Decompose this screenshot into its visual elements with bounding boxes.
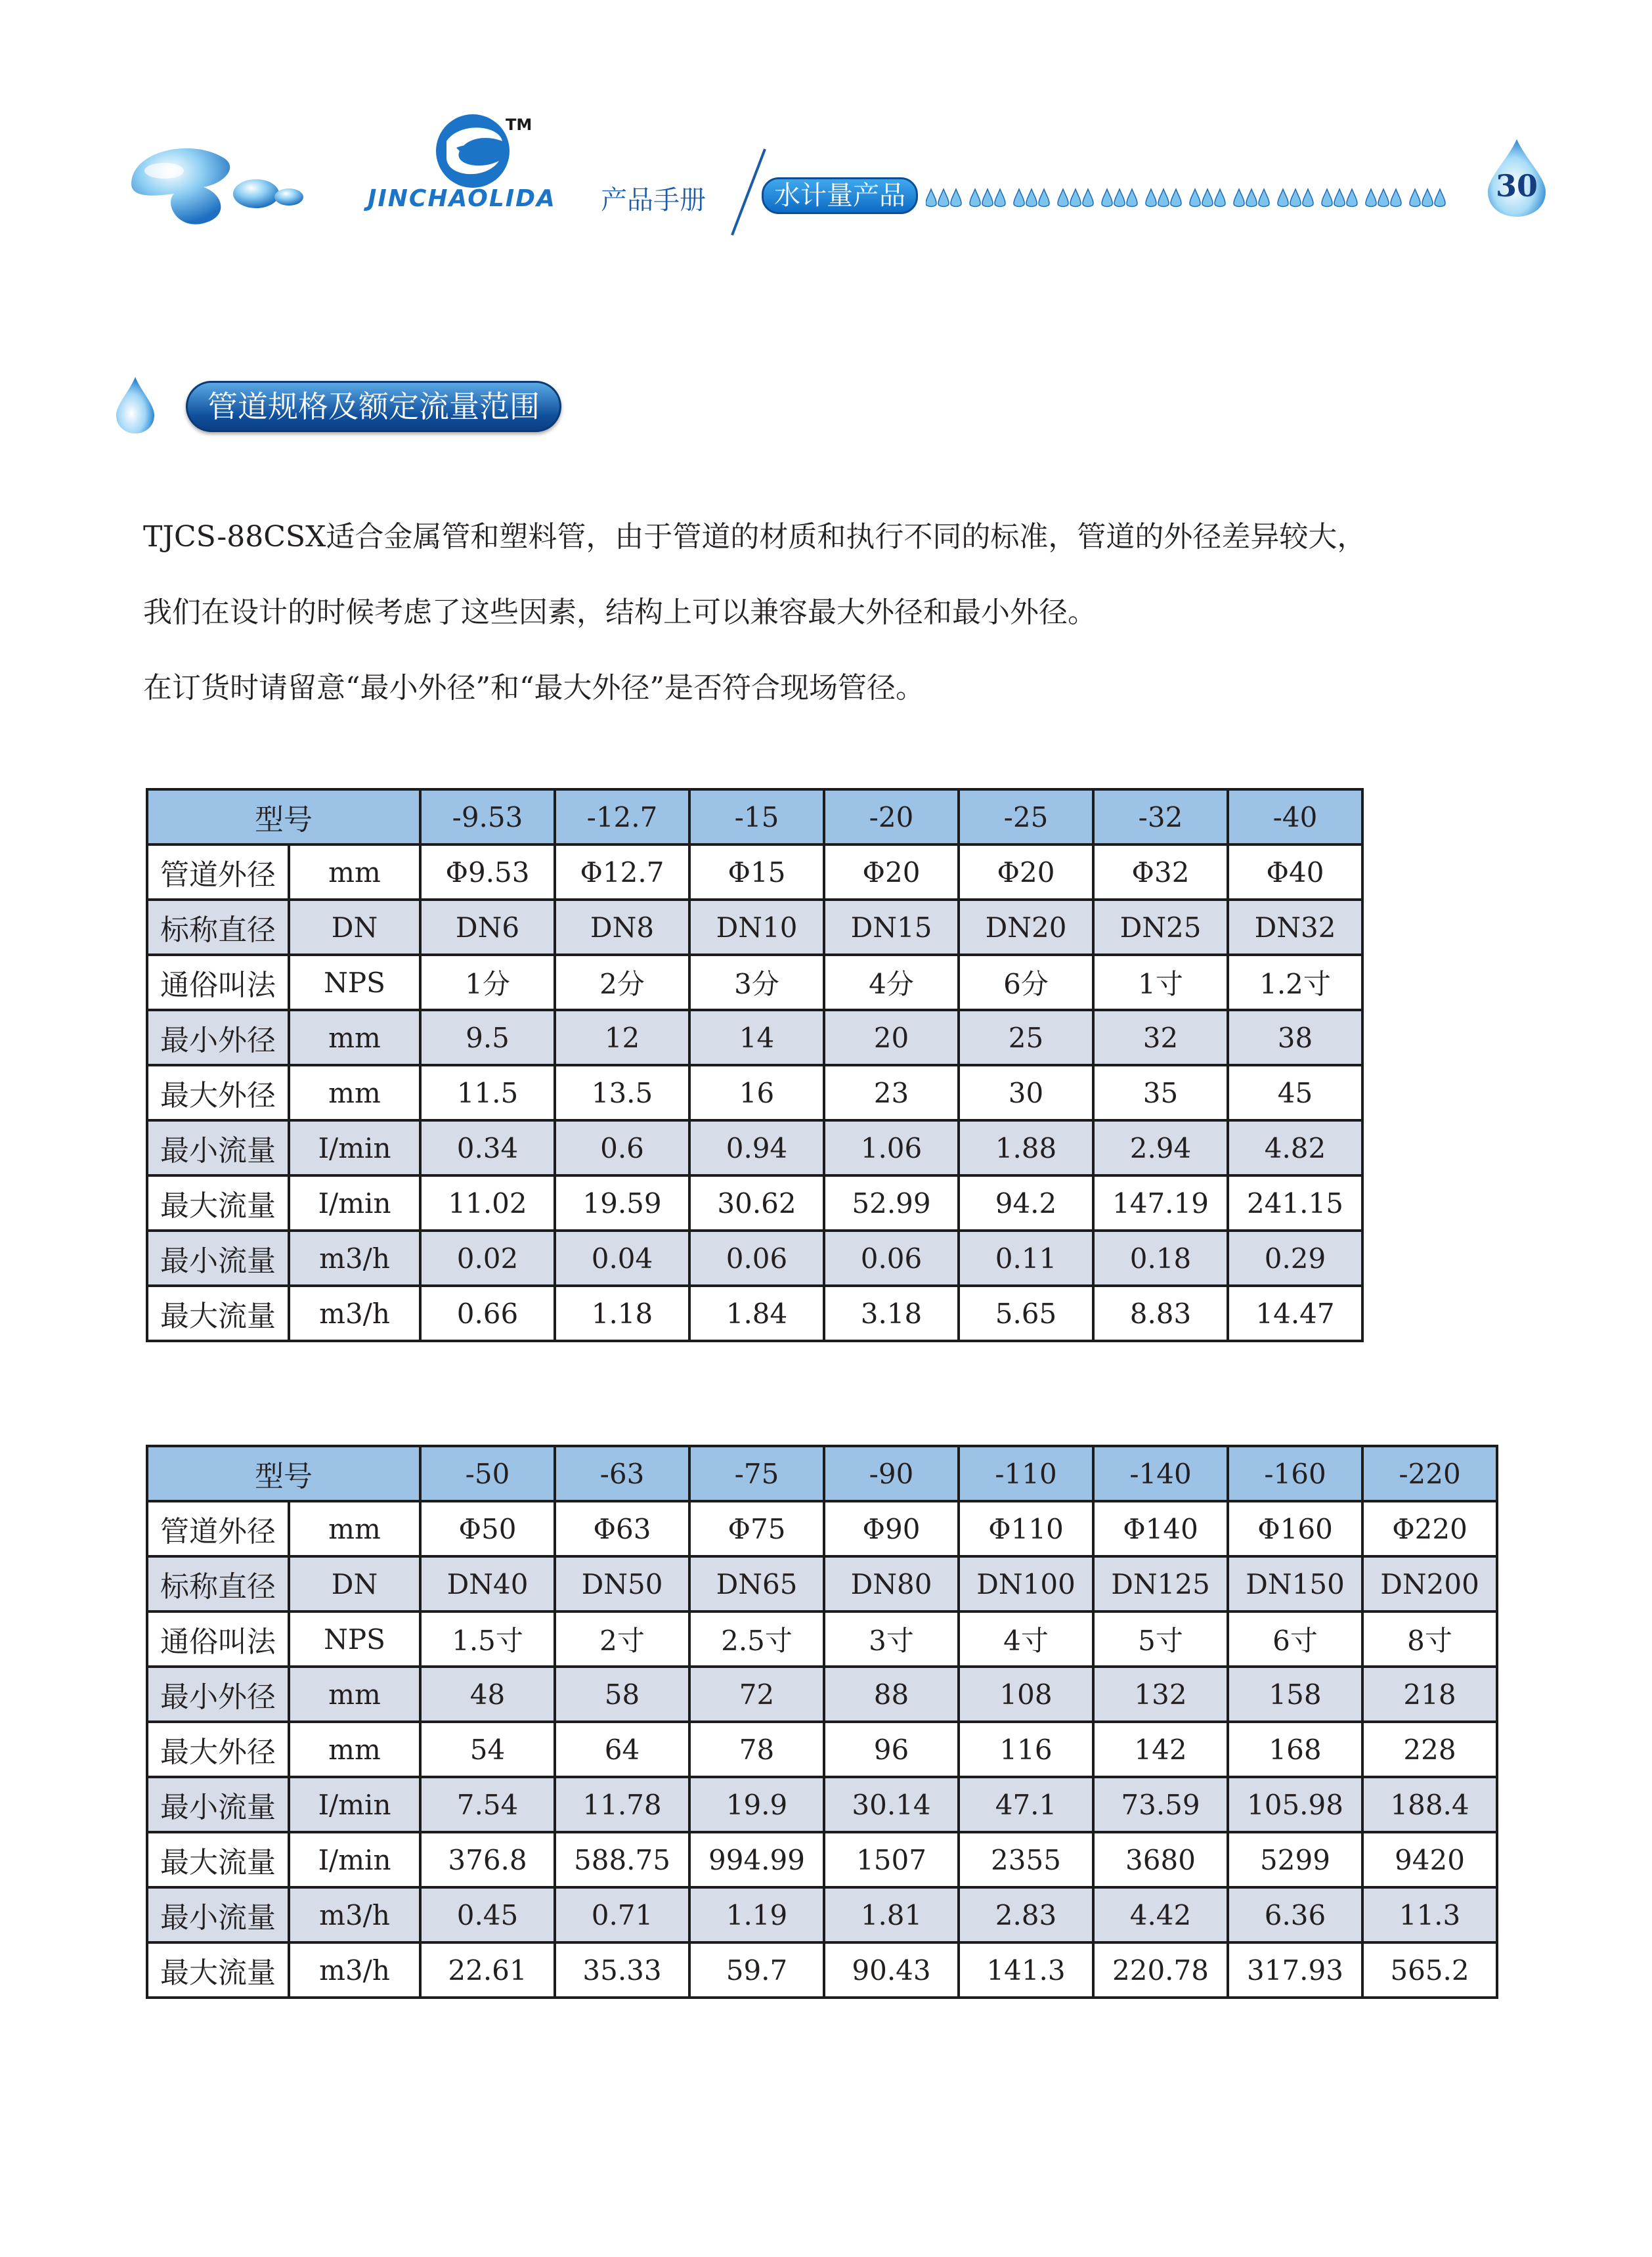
table-cell: 0.18 (1093, 1231, 1228, 1286)
page-number: 30 (1495, 168, 1538, 204)
table-cell: 142 (1093, 1722, 1228, 1777)
table-cell: 64 (555, 1722, 689, 1777)
table-cell: 35.33 (555, 1942, 689, 1998)
model-header-label: 型号 (147, 1446, 420, 1501)
table-cell: 4.82 (1228, 1120, 1362, 1175)
table-cell: 0.45 (420, 1887, 555, 1942)
table-cell: 9.5 (420, 1010, 555, 1065)
table-cell: 108 (959, 1667, 1093, 1722)
table-row (147, 1231, 1362, 1286)
table-row (147, 1175, 1362, 1231)
table-cell: 23 (824, 1065, 959, 1120)
table-cell: 48 (420, 1667, 555, 1722)
table-cell: 6.36 (1228, 1887, 1362, 1942)
table-row (147, 1887, 1497, 1942)
model-header-cell: -20 (824, 789, 959, 844)
table-cell: 3680 (1093, 1832, 1228, 1887)
table-cell: 94.2 (959, 1175, 1093, 1231)
table-cell: 1.5寸 (420, 1611, 555, 1667)
row-label: 最大流量 (147, 1942, 289, 1998)
table-row (147, 955, 1362, 1010)
table-cell: DN15 (824, 900, 959, 955)
table-cell: Φ9.53 (420, 844, 555, 900)
row-unit: m3/h (289, 1231, 420, 1286)
table-cell: 1.18 (555, 1286, 689, 1341)
table-row (147, 1611, 1497, 1667)
table-cell: 3寸 (824, 1611, 959, 1667)
table-cell: 105.98 (1228, 1777, 1362, 1832)
model-header-cell: -40 (1228, 789, 1362, 844)
table-cell: 1.19 (689, 1887, 824, 1942)
model-header-cell: -160 (1228, 1446, 1362, 1501)
table-cell: 188.4 (1362, 1777, 1497, 1832)
table-row (147, 900, 1362, 955)
table-cell: 19.59 (555, 1175, 689, 1231)
table-row (147, 1010, 1362, 1065)
table-cell: 5寸 (1093, 1611, 1228, 1667)
page-header (0, 0, 1652, 276)
table-cell: 3分 (689, 955, 824, 1010)
row-unit: m3/h (289, 1286, 420, 1341)
model-header-cell: -15 (689, 789, 824, 844)
table-cell: DN40 (420, 1556, 555, 1611)
table-cell: 11.3 (1362, 1887, 1497, 1942)
table-cell: 78 (689, 1722, 824, 1777)
model-header-cell: -25 (959, 789, 1093, 844)
table-cell: DN32 (1228, 900, 1362, 955)
spec-table-large (146, 1445, 1498, 1999)
table-cell: DN6 (420, 900, 555, 955)
manual-label: 产品手册 (601, 185, 706, 215)
model-header-cell: -110 (959, 1446, 1093, 1501)
intro-line: 我们在设计的时候考虑了这些因素，结构上可以兼容最大外径和最小外径。 (143, 596, 1097, 629)
row-label: 管道外径 (147, 844, 289, 900)
row-unit: I/min (289, 1832, 420, 1887)
table-cell: Φ90 (824, 1501, 959, 1556)
table-cell: 9420 (1362, 1832, 1497, 1887)
table-cell: 0.94 (689, 1120, 824, 1175)
table-cell: 588.75 (555, 1832, 689, 1887)
table-cell: 1寸 (1093, 955, 1228, 1010)
table-cell: 90.43 (824, 1942, 959, 1998)
spec-table-small (146, 788, 1364, 1342)
table-cell: 3.18 (824, 1286, 959, 1341)
table-cell: 11.02 (420, 1175, 555, 1231)
table-cell: 54 (420, 1722, 555, 1777)
row-label: 最小流量 (147, 1777, 289, 1832)
table-row (147, 1501, 1497, 1556)
model-header-cell: -75 (689, 1446, 824, 1501)
table-cell: 38 (1228, 1010, 1362, 1065)
table-cell: Φ20 (959, 844, 1093, 900)
table-cell: DN8 (555, 900, 689, 955)
table-cell: 4.42 (1093, 1887, 1228, 1942)
table-cell: 25 (959, 1010, 1093, 1065)
table-cell: 147.19 (1093, 1175, 1228, 1231)
model-header-cell: -32 (1093, 789, 1228, 844)
row-unit: DN (289, 1556, 420, 1611)
table-cell: Φ32 (1093, 844, 1228, 900)
model-header-cell: -12.7 (555, 789, 689, 844)
table-cell: 6分 (959, 955, 1093, 1010)
table-cell: 228 (1362, 1722, 1497, 1777)
row-unit: mm (289, 844, 420, 900)
row-unit: mm (289, 1667, 420, 1722)
model-header-cell: -9.53 (420, 789, 555, 844)
table-cell: 141.3 (959, 1942, 1093, 1998)
table-cell: 1分 (420, 955, 555, 1010)
table-cell: 88 (824, 1667, 959, 1722)
table-cell: 241.15 (1228, 1175, 1362, 1231)
row-unit: I/min (289, 1777, 420, 1832)
table-cell: 2355 (959, 1832, 1093, 1887)
decorative-droplets-icon (926, 185, 1458, 211)
table-cell: Φ12.7 (555, 844, 689, 900)
table-cell: 11.5 (420, 1065, 555, 1120)
table-cell: 58 (555, 1667, 689, 1722)
table-cell: 317.93 (1228, 1942, 1362, 1998)
table-cell: 1.84 (689, 1286, 824, 1341)
table-row (147, 1065, 1362, 1120)
table-cell: 0.6 (555, 1120, 689, 1175)
section-drop-icon (115, 376, 156, 435)
table-cell: Φ110 (959, 1501, 1093, 1556)
table-cell: DN100 (959, 1556, 1093, 1611)
table-cell: 20 (824, 1010, 959, 1065)
table-cell: 168 (1228, 1722, 1362, 1777)
row-label: 管道外径 (147, 1501, 289, 1556)
table-row (147, 1942, 1497, 1998)
table-cell: 1.2寸 (1228, 955, 1362, 1010)
table-cell: 73.59 (1093, 1777, 1228, 1832)
table-cell: 7.54 (420, 1777, 555, 1832)
model-header-cell: -50 (420, 1446, 555, 1501)
table-cell: 19.9 (689, 1777, 824, 1832)
table-cell: 0.71 (555, 1887, 689, 1942)
table-cell: 0.29 (1228, 1231, 1362, 1286)
model-header-cell: -140 (1093, 1446, 1228, 1501)
table-header-row (147, 789, 1362, 844)
intro-line: TJCS-88CSX适合金属管和塑料管，由于管道的材质和执行不同的标准，管道的外径差异较大， (143, 520, 1366, 554)
row-unit: mm (289, 1010, 420, 1065)
table-cell: 96 (824, 1722, 959, 1777)
table-cell: 30.62 (689, 1175, 824, 1231)
table-cell: 2.94 (1093, 1120, 1228, 1175)
table-cell: Φ160 (1228, 1501, 1362, 1556)
table-cell: 0.02 (420, 1231, 555, 1286)
table-cell: 565.2 (1362, 1942, 1497, 1998)
table-cell: 13.5 (555, 1065, 689, 1120)
table-cell: DN125 (1093, 1556, 1228, 1611)
row-label: 最小外径 (147, 1667, 289, 1722)
table-cell: Φ50 (420, 1501, 555, 1556)
row-unit: DN (289, 900, 420, 955)
table-cell: 376.8 (420, 1832, 555, 1887)
table-cell: 0.34 (420, 1120, 555, 1175)
table-cell: 1507 (824, 1832, 959, 1887)
table-cell: 30 (959, 1065, 1093, 1120)
table-cell: 11.78 (555, 1777, 689, 1832)
table-cell: Φ220 (1362, 1501, 1497, 1556)
model-header-cell: -63 (555, 1446, 689, 1501)
table-cell: 0.06 (824, 1231, 959, 1286)
row-label: 通俗叫法 (147, 955, 289, 1010)
row-label: 最大外径 (147, 1065, 289, 1120)
section-title: 管道规格及额定流量范围 (186, 381, 561, 432)
row-label: 标称直径 (147, 900, 289, 955)
table-cell: 22.61 (420, 1942, 555, 1998)
table-row (147, 1722, 1497, 1777)
table-cell: 1.88 (959, 1120, 1093, 1175)
table-row (147, 1777, 1497, 1832)
table-cell: DN20 (959, 900, 1093, 955)
table-cell: 8.83 (1093, 1286, 1228, 1341)
row-unit: mm (289, 1501, 420, 1556)
row-label: 最大外径 (147, 1722, 289, 1777)
table-row (147, 1120, 1362, 1175)
row-unit: I/min (289, 1120, 420, 1175)
model-header-cell: -90 (824, 1446, 959, 1501)
table-cell: 116 (959, 1722, 1093, 1777)
row-label: 最大流量 (147, 1175, 289, 1231)
row-label: 通俗叫法 (147, 1611, 289, 1667)
trademark-mark: TM (506, 116, 533, 134)
brand-name: JINCHAOLIDA (368, 185, 556, 212)
table-cell: 4分 (824, 955, 959, 1010)
row-label: 最小流量 (147, 1120, 289, 1175)
table-cell: 8寸 (1362, 1611, 1497, 1667)
water-drops-logo-icon (125, 131, 309, 236)
intro-line: 在订货时请留意“最小外径”和“最大外径”是否符合现场管径。 (143, 671, 924, 705)
model-header-cell: -220 (1362, 1446, 1497, 1501)
table-cell: 45 (1228, 1065, 1362, 1120)
row-unit: mm (289, 1065, 420, 1120)
table-cell: 6寸 (1228, 1611, 1362, 1667)
row-label: 最小外径 (147, 1010, 289, 1065)
table-row (147, 1667, 1497, 1722)
table-cell: DN10 (689, 900, 824, 955)
table-cell: 32 (1093, 1010, 1228, 1065)
table-cell: 220.78 (1093, 1942, 1228, 1998)
row-label: 标称直径 (147, 1556, 289, 1611)
row-unit: m3/h (289, 1942, 420, 1998)
table-cell: 2.5寸 (689, 1611, 824, 1667)
table-cell: Φ140 (1093, 1501, 1228, 1556)
table-cell: 1.81 (824, 1887, 959, 1942)
table-cell: 0.04 (555, 1231, 689, 1286)
row-unit: NPS (289, 1611, 420, 1667)
table-row (147, 1286, 1362, 1341)
table-cell: 35 (1093, 1065, 1228, 1120)
table-cell: 2.83 (959, 1887, 1093, 1942)
table-cell: 30.14 (824, 1777, 959, 1832)
table-cell: 47.1 (959, 1777, 1093, 1832)
table-cell: Φ40 (1228, 844, 1362, 900)
table-cell: Φ20 (824, 844, 959, 900)
row-unit: mm (289, 1722, 420, 1777)
table-cell: DN65 (689, 1556, 824, 1611)
table-cell: DN25 (1093, 900, 1228, 955)
table-cell: 218 (1362, 1667, 1497, 1722)
table-cell: 994.99 (689, 1832, 824, 1887)
table-cell: 0.06 (689, 1231, 824, 1286)
table-cell: 16 (689, 1065, 824, 1120)
table-cell: 158 (1228, 1667, 1362, 1722)
row-label: 最大流量 (147, 1832, 289, 1887)
table-row (147, 1556, 1497, 1611)
table-cell: 72 (689, 1667, 824, 1722)
table-cell: DN150 (1228, 1556, 1362, 1611)
table-cell: 132 (1093, 1667, 1228, 1722)
table-cell: 2寸 (555, 1611, 689, 1667)
table-cell: 2分 (555, 955, 689, 1010)
row-label: 最小流量 (147, 1887, 289, 1942)
table-cell: 5.65 (959, 1286, 1093, 1341)
table-cell: 0.11 (959, 1231, 1093, 1286)
table-cell: 12 (555, 1010, 689, 1065)
table-row (147, 1832, 1497, 1887)
category-pill: 水计量产品 (762, 177, 918, 214)
table-cell: 1.06 (824, 1120, 959, 1175)
table-cell: DN80 (824, 1556, 959, 1611)
table-cell: Φ15 (689, 844, 824, 900)
table-cell: 5299 (1228, 1832, 1362, 1887)
table-cell: 52.99 (824, 1175, 959, 1231)
row-unit: NPS (289, 955, 420, 1010)
model-header-label: 型号 (147, 789, 420, 844)
table-cell: Φ75 (689, 1501, 824, 1556)
row-label: 最大流量 (147, 1286, 289, 1341)
table-cell: DN200 (1362, 1556, 1497, 1611)
table-cell: 14 (689, 1010, 824, 1065)
row-unit: I/min (289, 1175, 420, 1231)
table-cell: 0.66 (420, 1286, 555, 1341)
table-row (147, 844, 1362, 900)
table-cell: 14.47 (1228, 1286, 1362, 1341)
table-header-row (147, 1446, 1497, 1501)
table-cell: 59.7 (689, 1942, 824, 1998)
table-cell: 4寸 (959, 1611, 1093, 1667)
row-label: 最小流量 (147, 1231, 289, 1286)
table-cell: Φ63 (555, 1501, 689, 1556)
row-unit: m3/h (289, 1887, 420, 1942)
table-cell: DN50 (555, 1556, 689, 1611)
intro-paragraph (143, 499, 1555, 726)
